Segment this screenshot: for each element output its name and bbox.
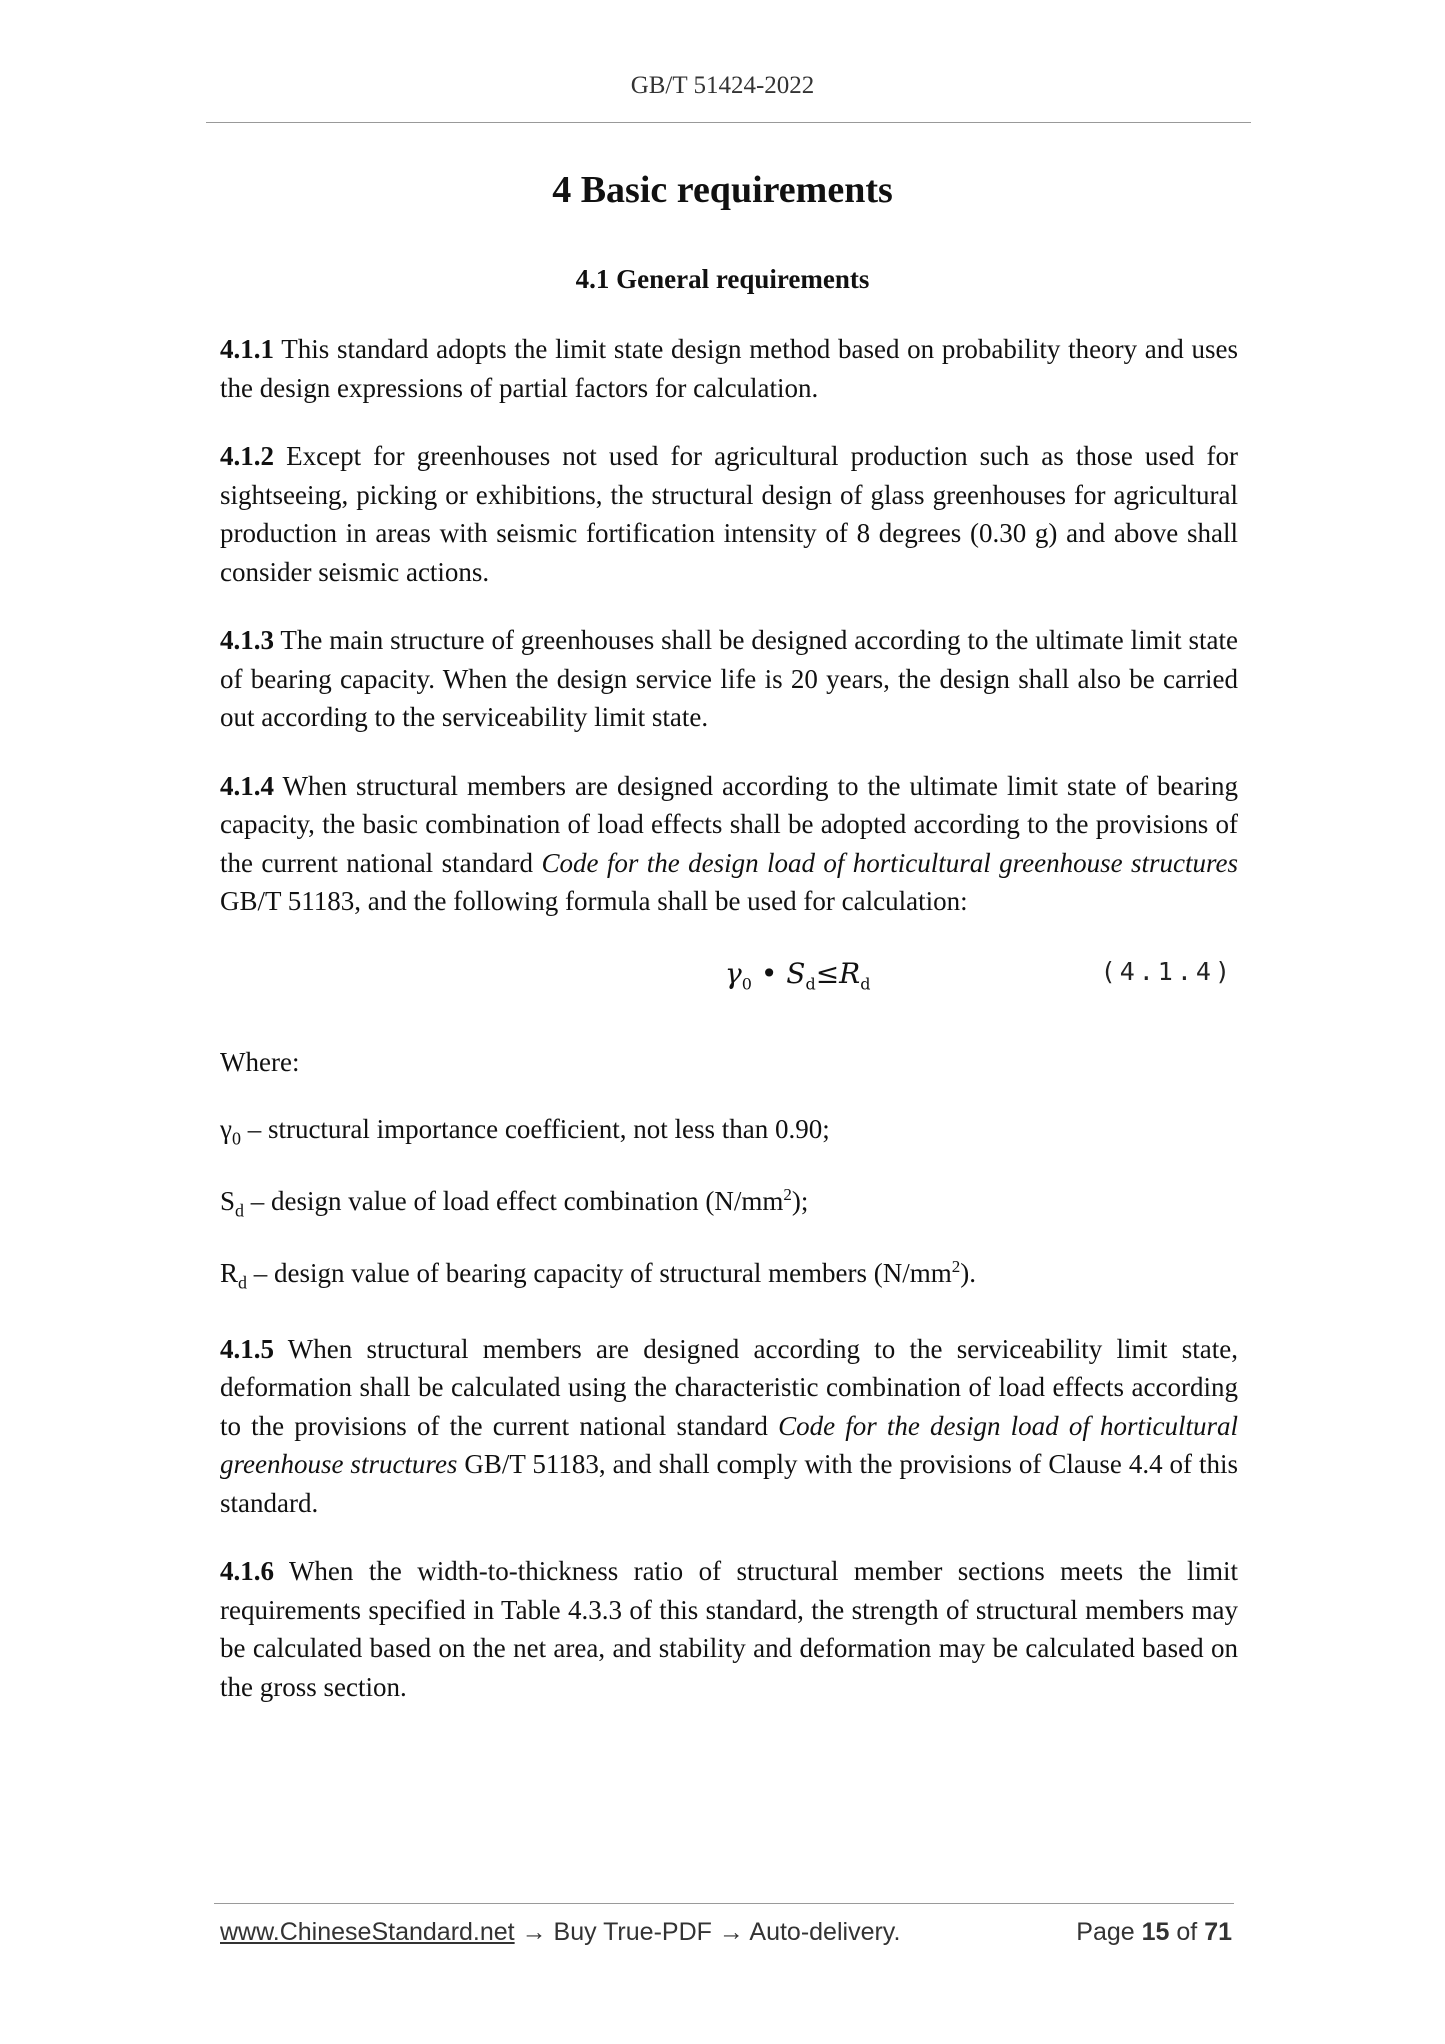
definition-gamma [220,1114,1238,1149]
clause-4-1-3 [220,621,1238,737]
running-header: GB/T 51424-2022 [630,72,815,99]
clause-number: 4.1.2 [220,441,274,471]
chapter-title: 4 Basic requirements [552,169,893,211]
formula-expression [725,957,871,994]
where-label: Where: [220,1046,300,1077]
equation-number: (4.1.4) [1100,956,1234,986]
clause-4-1-5 [220,1330,1238,1523]
definition-text: – design value of load effect combination (N/mm [244,1185,784,1216]
page-label: Page [1076,1918,1135,1946]
definition-tail: ); [791,1185,809,1216]
total-pages: 71 [1204,1918,1232,1946]
definition-rd [220,1257,1238,1293]
footer-divider [214,1903,1234,1904]
clause-number: 4.1.5 [220,1333,274,1364]
formula-4-1-4 [220,951,1238,1021]
clause-4-1-6 [220,1552,1238,1706]
gamma-subscript: 0 [741,974,752,994]
unit-exponent: 2 [951,1257,961,1277]
unit-exponent: 2 [783,1184,792,1204]
definition-subscript: d [238,1272,248,1293]
clause-number: 4.1.1 [220,334,274,364]
clause-4-1-1 [220,330,1238,407]
r-symbol: R [839,956,861,990]
s-symbol: S [786,956,806,990]
clause-number: 4.1.4 [220,770,274,801]
definition-text: – structural importance coefficient, not less than 0.90; [240,1113,830,1144]
clause-text: When structural members are designed according to the ultimate limit state of bearing capacity, the basic combination of load effects shall be adopted according to the provisions of the current national standard [220,770,1238,878]
clause-number: 4.1.6 [220,1556,274,1587]
promo-text: → Buy True-PDF → Auto-delivery. [514,1918,901,1946]
r-subscript: d [860,974,871,994]
definition-subscript: d [235,1200,245,1221]
gamma-symbol: γ [725,956,742,990]
leq-operator: ≤ [815,956,840,990]
definition-symbol: R [220,1258,239,1289]
clause-text: This standard adopts the limit state design method based on probability theory and uses the design expressions of partial factors for calculation. [220,334,1239,403]
clause-4-1-4 [220,767,1238,921]
s-subscript: d [805,974,816,994]
clause-text: When structural members are designed according to the serviceability limit state, deformation shall be calculated using the characteristic combination of load effects according to the provisions of the current national standard [220,1333,1238,1441]
definition-sd [220,1185,1238,1221]
referenced-standard-title: Code for the design load of horticultural greenhouse structures [541,847,1238,878]
website-link[interactable]: www.ChineseStandard.net [220,1918,515,1946]
referenced-standard-title: Code for the design load of horticultural greenhouse structures [220,1410,1238,1480]
definition-subscript: 0 [231,1127,241,1148]
multiplication-dot: • [751,956,787,990]
clause-text: GB/T 51183, and shall comply with the provisions of Clause 4.4 of this standard. [220,1449,1239,1518]
clause-number: 4.1.3 [220,625,274,655]
page-footer [220,1918,1232,1947]
header-divider [206,122,1251,123]
clause-4-1-2 [220,437,1238,591]
section-title: 4.1 General requirements [575,264,870,294]
clause-text: Except for greenhouses not used for agricultural production such as those used for sightseeing, picking or exhibitions, the structural design of glass greenhouses for agricultural production in areas with seismic fortification intensity of 8 degrees (0.30 g) and above shall consider seismic actions. [220,441,1239,587]
clause-text: The main structure of greenhouses shall be designed according to the ultimate limit state of bearing capacity. When the design service life is 20 years, the design shall also be carried out according to the serviceability limit state. [220,625,1238,732]
current-page: 15 [1141,1918,1170,1946]
definition-symbol: S [220,1185,236,1216]
page-of-label: of [1176,1918,1198,1946]
definition-symbol: γ [220,1113,232,1144]
definition-text: – design value of bearing capacity of structural members (N/mm [247,1258,952,1289]
document-body [220,330,1238,1736]
clause-text: When the width-to-thickness ratio of structural member sections meets the limit requirements specified in Table 4.3.3 of this standard, the strength of structural members may be calculated based on the net area, and stability and deformation may be calculated based on the gross section. [220,1556,1239,1702]
definition-tail: ). [960,1258,977,1289]
page-indicator [1076,1918,1232,1947]
clause-text: GB/T 51183, and the following formula shall be used for calculation: [220,886,968,916]
